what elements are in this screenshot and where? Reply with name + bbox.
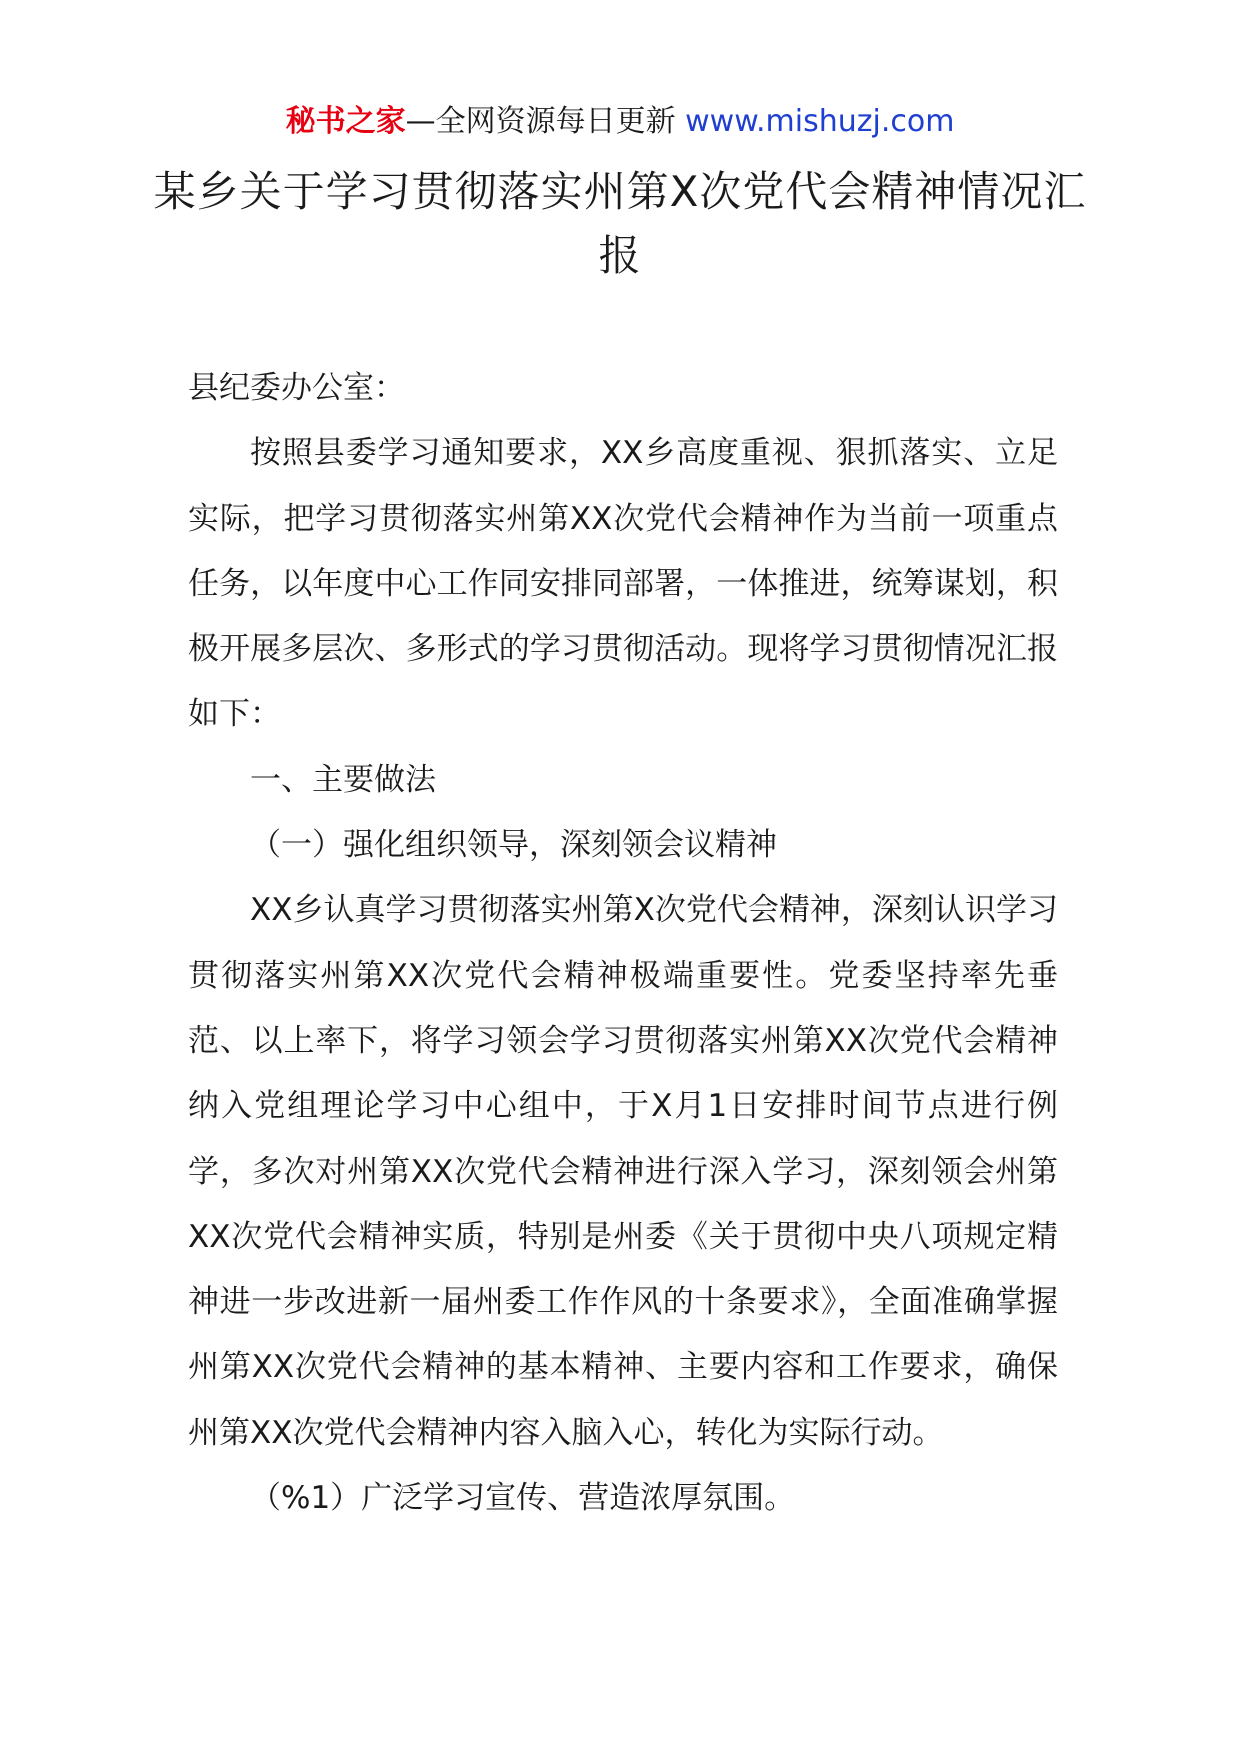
site-header (0, 100, 1240, 144)
intro-paragraph: 按照县委学习通知要求，XX乡高度重视、狠抓落实、立足实际，把学习贯彻落实州第XX次党代会精神作为当前一项重点任务，以年度中心工作同安排同部署，一体推进，统筹谋划，积极开展多层次、多形式的学习贯彻活动。现将学习贯彻情况汇报如下： (188, 435, 1058, 733)
header-slogan: —全网资源每日更新 (405, 104, 676, 139)
document-body (188, 356, 1058, 1531)
body-paragraph: XX乡认真学习贯彻落实州第Ⅹ次党代会精神，深刻认识学习贯彻落实州第XX次党代会精神极端重要性。党委坚持率先垂范、以上率下，将学习领会学习贯彻落实州第XX次党代会精神纳入党组理论学习中心组中，于Ⅹ月1日安排时间节点进行例学，多次对州第XX次党代会精神进行深入学习，深刻领会州第XX次党代会精神实质，特别是州委《关于贯彻中央八项规定精神进一步改进新一届州委工作作风的十条要求》，全面准确掌握州第XX次党代会精神的基本精神、主要内容和工作要求，确保州第XX次党代会精神内容入脑入心，转化为实际行动。 (188, 892, 1058, 1451)
subsection-heading: （一）强化组织领导，深刻领会议精神 (250, 827, 777, 864)
section-heading: 一、主要做法 (250, 761, 436, 798)
document-title: 某乡关于学习贯彻落实州第Ⅹ次党代会精神情况汇报 (153, 167, 1087, 280)
subsection-heading: （%1）广泛学习宣传、营造浓厚氛围。 (250, 1480, 796, 1517)
salutation: 县纪委办公室： (188, 370, 405, 406)
site-link[interactable]: www.mishuzj.com (685, 104, 955, 139)
brand-name: 秘书之家 (285, 104, 406, 139)
